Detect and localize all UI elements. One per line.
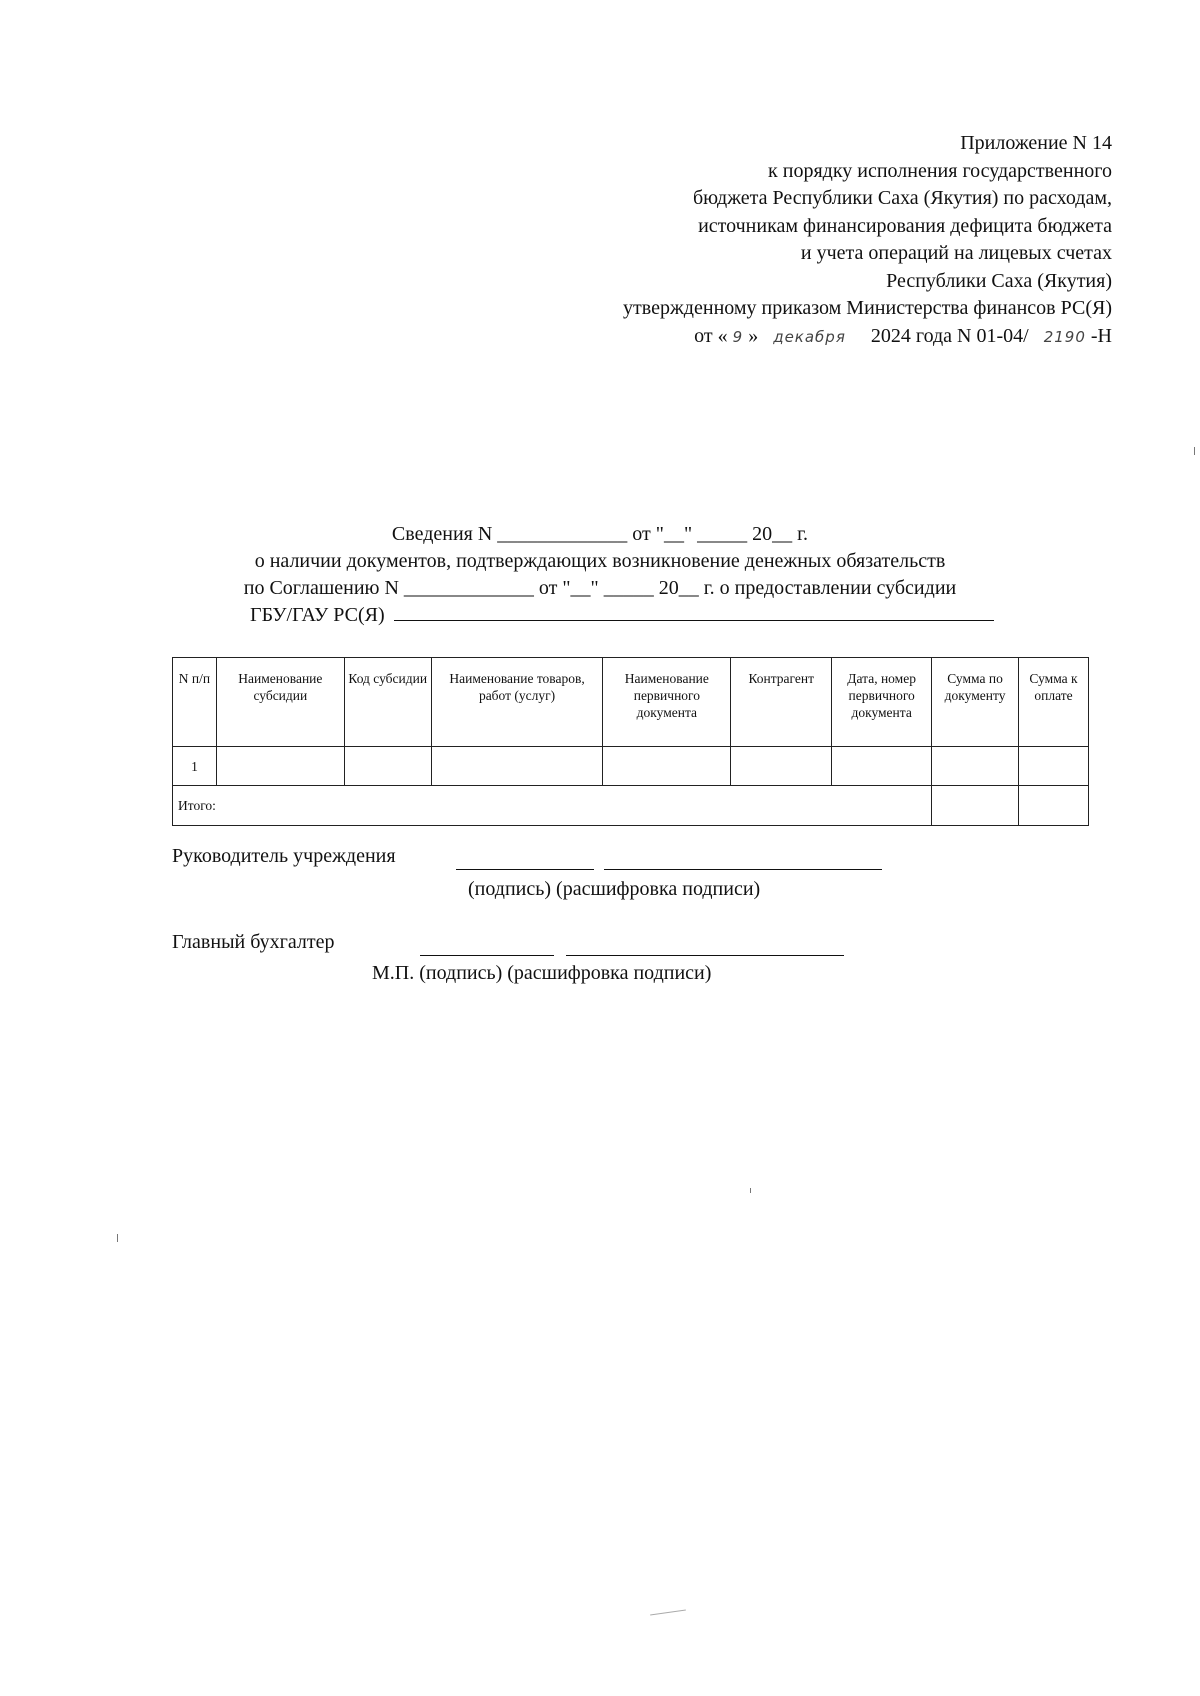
appendix-line-5: и учета операций на лицевых счетах (800, 242, 1112, 264)
header-subsidy-code: Код субсидии (344, 658, 431, 747)
accountant-signature-line (420, 955, 554, 956)
header-counterparty: Контрагент (731, 658, 832, 747)
organization-label: ГБУ/ГАУ РС(Я) (250, 604, 385, 626)
order-date-line (623, 323, 1112, 352)
total-doc-amount (932, 786, 1019, 826)
cell-payment-amount (1019, 747, 1089, 786)
accountant-signature-captions: М.П. (подпись) (расшифровка подписи) (372, 962, 712, 984)
head-signature-decode-line (604, 869, 882, 870)
appendix-line-6: Республики Саха (Якутия) (886, 269, 1112, 292)
head-signature-label: Руководитель учреждения (172, 845, 396, 867)
table-header-row (173, 658, 1089, 747)
scan-speck (750, 1188, 751, 1193)
order-year-text: 2024 года N 01-04/ (870, 324, 1029, 347)
header-goods-name: Наименование товаров, работ (услуг) (431, 658, 603, 747)
header-number: N п/п (173, 658, 217, 747)
document-title (0, 521, 1200, 602)
table-row (173, 747, 1089, 786)
header-primary-doc-name: Наименование первичного документа (603, 658, 731, 747)
header-payment-amount: Сумма к оплате (1019, 658, 1089, 747)
order-suffix: -Н (1090, 324, 1112, 347)
appendix-line-4: источникам финансирования дефицита бюджета (698, 214, 1112, 237)
appendix-line-7: утвержденному приказом Министерства финансов РС(Я) (623, 297, 1112, 319)
cell-subsidy-name (216, 747, 344, 786)
appendix-line-3: бюджета Республики Саха (Якутия) по расходам, (692, 187, 1112, 209)
head-signature-line (456, 869, 594, 870)
order-date-mid: » (748, 324, 759, 347)
handwritten-number: 2190 (1043, 327, 1086, 346)
title-line-2: о наличии документов, подтверждающих возникновение денежных обязательств (254, 550, 946, 572)
accountant-signature-label: Главный бухгалтер (172, 931, 335, 953)
documents-table (172, 657, 1089, 826)
table-total-row (173, 786, 1089, 826)
total-payment-amount (1019, 786, 1089, 826)
header-subsidy-name: Наименование субсидии (216, 658, 344, 747)
total-label: Итого: (173, 786, 932, 826)
scan-speck (117, 1234, 118, 1242)
cell-number: 1 (173, 747, 217, 786)
header-doc-amount: Сумма по документу (932, 658, 1019, 747)
accountant-signature-decode-line (566, 955, 844, 956)
header-primary-doc-date: Дата, номер первичного документа (832, 658, 932, 747)
organization-line (250, 602, 994, 629)
cell-doc-amount (932, 747, 1019, 786)
organization-fill-line (394, 602, 994, 621)
cell-subsidy-code (344, 747, 431, 786)
cell-primary-doc-name (603, 747, 731, 786)
title-line-3: по Соглашению N _____________ от "__" _____ 20__ г. о предоставлении субсидии (243, 577, 957, 599)
handwritten-month: декабря (773, 327, 846, 346)
head-signature-captions: (подпись) (расшифровка подписи) (468, 878, 761, 900)
appendix-line-1: Приложение N 14 (960, 132, 1112, 154)
appendix-header (623, 130, 1112, 351)
order-date-prefix: от « (694, 324, 728, 347)
scan-speck (1194, 447, 1195, 455)
handwritten-day: 9 (732, 327, 744, 346)
cell-primary-doc-date (832, 747, 932, 786)
cell-counterparty (731, 747, 832, 786)
cell-goods-name (431, 747, 603, 786)
appendix-line-2: к порядку исполнения государственного (768, 159, 1112, 182)
title-line-1: Сведения N _____________ от "__" _____ 20__ г. (391, 523, 809, 545)
scan-speck (650, 1609, 686, 1615)
